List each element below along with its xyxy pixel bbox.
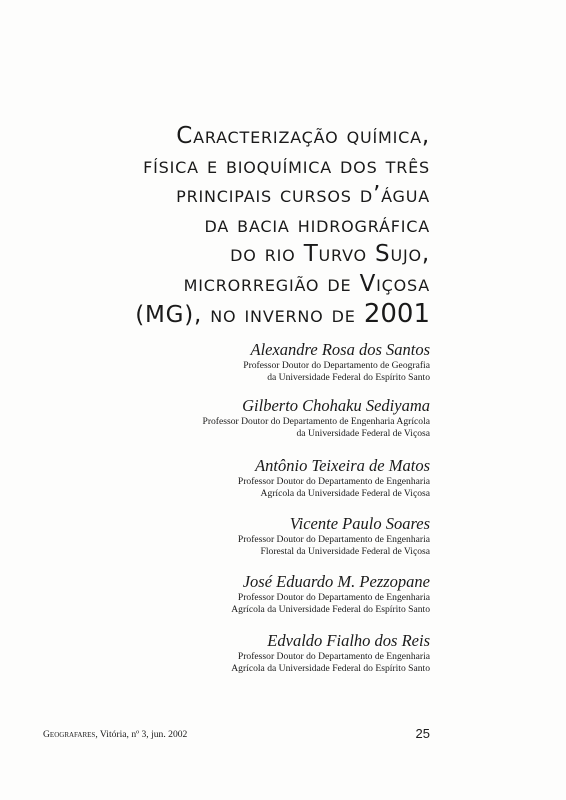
author-name: José Eduardo M. Pezzopane bbox=[242, 572, 430, 591]
title-line-6: microrregião de Viçosa bbox=[183, 270, 430, 297]
article-title bbox=[30, 122, 430, 330]
author-block bbox=[238, 513, 430, 557]
title-line-4: da bacia hidrográfica bbox=[204, 211, 430, 238]
title-line-7 bbox=[30, 300, 430, 331]
author-name: Alexandre Rosa dos Santos bbox=[250, 340, 430, 359]
author-block bbox=[202, 395, 430, 439]
journal-citation: , Vitória, nº 3, jun. 2002 bbox=[95, 729, 188, 740]
author-affiliation: Professor Doutor do Departamento de Engenharia Agrícola da Universidade Federal do Espírito Santo bbox=[231, 592, 430, 615]
author-block bbox=[231, 630, 430, 674]
author-block bbox=[238, 455, 430, 499]
author-affiliation: Professor Doutor do Departamento de Engenharia Florestal da Universidade Federal de Viçosa bbox=[237, 534, 430, 557]
author-affiliation: Professor Doutor do Departamento de Geografia da Universidade Federal do Espírito Santo bbox=[243, 360, 430, 383]
title-line-3: principais cursos d’água bbox=[176, 182, 430, 209]
author-affiliation: Professor Doutor do Departamento de Engenharia Agrícola da Universidade Federal de Viçosa bbox=[202, 416, 430, 439]
author-name: Edvaldo Fialho dos Reis bbox=[267, 631, 430, 650]
title-line-1: Caracterização química, bbox=[176, 123, 430, 149]
journal-name: Geografares bbox=[43, 729, 96, 740]
title-line-7-text: (MG), no inverno de bbox=[135, 301, 364, 328]
page-number: 25 bbox=[415, 726, 430, 741]
author-name: Antônio Teixeira de Matos bbox=[255, 456, 430, 475]
author-block bbox=[231, 571, 430, 615]
author-name: Gilberto Chohaku Sediyama bbox=[242, 396, 430, 415]
title-year: 2001 bbox=[363, 298, 430, 329]
title-line-2: física e bioquímica dos três bbox=[143, 152, 430, 179]
author-affiliation: Professor Doutor do Departamento de Engenharia Agrícola da Universidade Federal do Espírito Santo bbox=[231, 651, 430, 674]
author-name: Vicente Paulo Soares bbox=[289, 514, 430, 533]
author-affiliation: Professor Doutor do Departamento de Engenharia Agrícola da Universidade Federal de Viçosa bbox=[237, 476, 430, 499]
author-block bbox=[243, 339, 430, 383]
running-footer bbox=[43, 729, 187, 741]
title-line-5: do rio Turvo Sujo, bbox=[230, 241, 430, 268]
